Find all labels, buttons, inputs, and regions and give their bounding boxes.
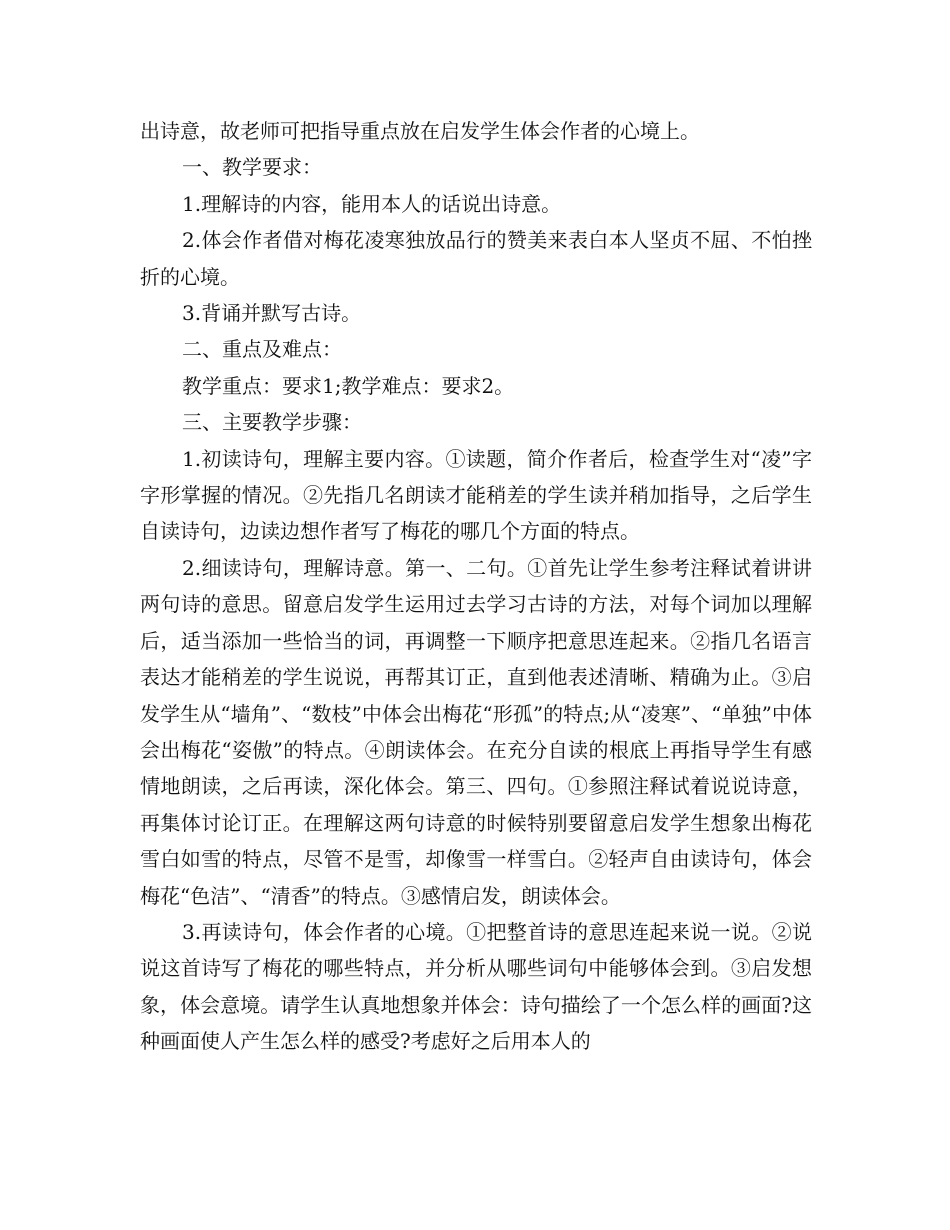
paragraph-intro-continuation: 出诗意，故老师可把指导重点放在启发学生体会作者的心境上。 [140,119,700,143]
requirement-item-3: 3.背诵并默写古诗。 [182,301,362,326]
key-points-text: 教学重点：要求1;教学难点：要求2。 [182,373,515,398]
requirement-item-2: 2.体会作者借对梅花凌寒独放品行的赞美来表白本人坚贞不屈、不怕挫折的心境。 [140,228,812,289]
requirement-item-1: 1.理解诗的内容，能用本人的话说出诗意。 [182,191,562,216]
step-item-2: 2.细读诗句，理解诗意。第一、二句。①首先让学生参考注释试着讲讲两句诗的意思。留意启发学生运用过去学习古诗的方法，对每个词加以理解后，适当添加一些恰当的词，再调整一下顺序把意思连起来。②指几名语言表达才能稍差的学生说说，再帮其订正，直到他表述清晰、精确为止。③启发学生从“墙角”、“数枝”中体会出梅花“形孤”的特点;从“凌寒”、“单独”中体会出梅花“姿傲”的特点。④朗读体会。在充分自读的根底上再指导学生有感情地朗读，之后再读，深化体会。第三、四句。①参照注释试着说说诗意，再集体讨论订正。在理解这两句诗意的时候特别要留意启发学生想象出梅花雪白如雪的特点，尽管不是雪，却像雪一样雪白。②轻声自由读诗句，体会梅花“色洁”、“清香”的特点。③感情启发，朗读体会。 [140,555,812,908]
step-item-3: 3.再读诗句，体会作者的心境。①把整首诗的意思连起来说一说。②说说这首诗写了梅花的哪些特点，并分析从哪些词句中能够体会到。③启发想象，体会意境。请学生认真地想象并体会：诗句描绘了一个怎么样的画面?这种画面使人产生怎么样的感受?考虑好之后用本人的 [140,919,812,1054]
document-body [140,113,812,1060]
heading-teaching-requirements: 一、教学要求： [182,155,322,180]
heading-teaching-steps: 三、主要教学步骤： [182,410,362,435]
step-item-1: 1.初读诗句，理解主要内容。①读题，简介作者后，检查学生对“凌”字字形掌握的情况。②先指几名朗读才能稍差的学生读并稍加指导，之后学生自读诗句，边读边想作者写了梅花的哪几个方面的特点。 [140,446,812,544]
heading-key-points: 二、重点及难点： [182,337,342,362]
